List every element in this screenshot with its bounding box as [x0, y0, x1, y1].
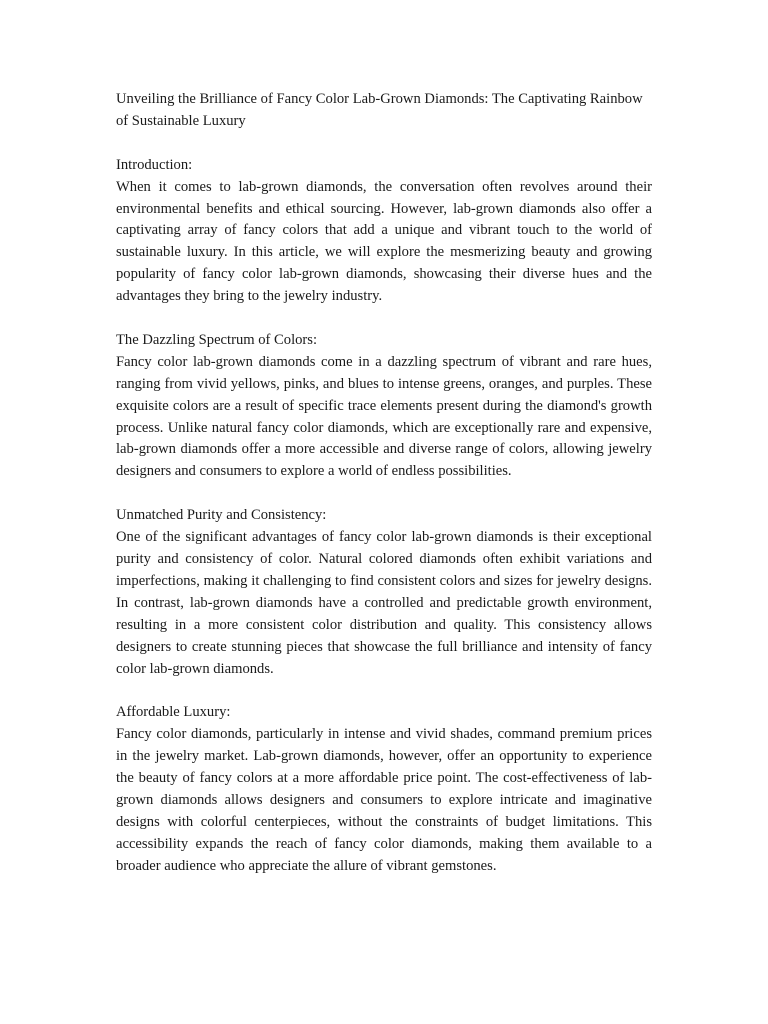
section-body: Fancy color lab-grown diamonds come in a dazzling spectrum of vibrant and rare hues, ranging from vivid yellows, pinks, and blues to intense greens, oranges, and purples. These exquisite colors are a result of specific trace elements present during the diamond's growth process. Unlike natural fancy color diamonds, which are exceptionally rare and expensive, lab-grown diamonds offer a more accessible and diverse range of colors, allowing jewelry designers and consumers to explore a world of endless possibilities.	[116, 353, 652, 480]
section-spectrum-of-colors	[116, 330, 652, 483]
section-heading: Affordable Luxury:	[116, 704, 231, 721]
section-introduction	[116, 155, 652, 308]
section-body: One of the significant advantages of fancy color lab-grown diamonds is their exceptional purity and consistency of color. Natural colored diamonds often exhibit variations and imperfections, making it challenging to find consistent colors and sizes for jewelry designs. In contrast, lab-grown diamonds have a controlled and predictable growth environment, resulting in a more consistent color distribution and quality. This consistency allows designers to create stunning pieces that showcase the full brilliance and intensity of fancy color lab-grown diamonds.	[116, 529, 652, 677]
section-purity-consistency	[116, 505, 652, 680]
section-heading: Introduction:	[116, 156, 193, 173]
section-body: Fancy color diamonds, particularly in intense and vivid shades, command premium prices in the jewelry market. Lab-grown diamonds, however, offer an opportunity to experience the beauty of fancy colors at a more affordable price point. The cost-effectiveness of lab-grown diamonds allows designers and consumers to explore intricate and imaginative designs with colorful centerpieces, without the constraints of budget limitations. This accessibility expands the reach of fancy color diamonds, making them available to a broader audience who appreciate the allure of vibrant gemstones.	[116, 726, 652, 874]
document-page	[116, 89, 652, 899]
document-title: Unveiling the Brilliance of Fancy Color Lab-Grown Diamonds: The Captivating Rainbow of Sustainable Luxury	[116, 91, 643, 129]
section-affordable-luxury	[116, 702, 652, 877]
section-heading: Unmatched Purity and Consistency:	[116, 507, 327, 524]
section-body: When it comes to lab-grown diamonds, the conversation often revolves around their environmental benefits and ethical sourcing. However, lab-grown diamonds also offer a captivating array of fancy colors that add a unique and vibrant touch to the world of sustainable luxury. In this article, we will explore the mesmerizing beauty and growing popularity of fancy color lab-grown diamonds, showcasing their diverse hues and the advantages they bring to the jewelry industry.	[116, 178, 652, 305]
section-heading: The Dazzling Spectrum of Colors:	[116, 331, 318, 348]
